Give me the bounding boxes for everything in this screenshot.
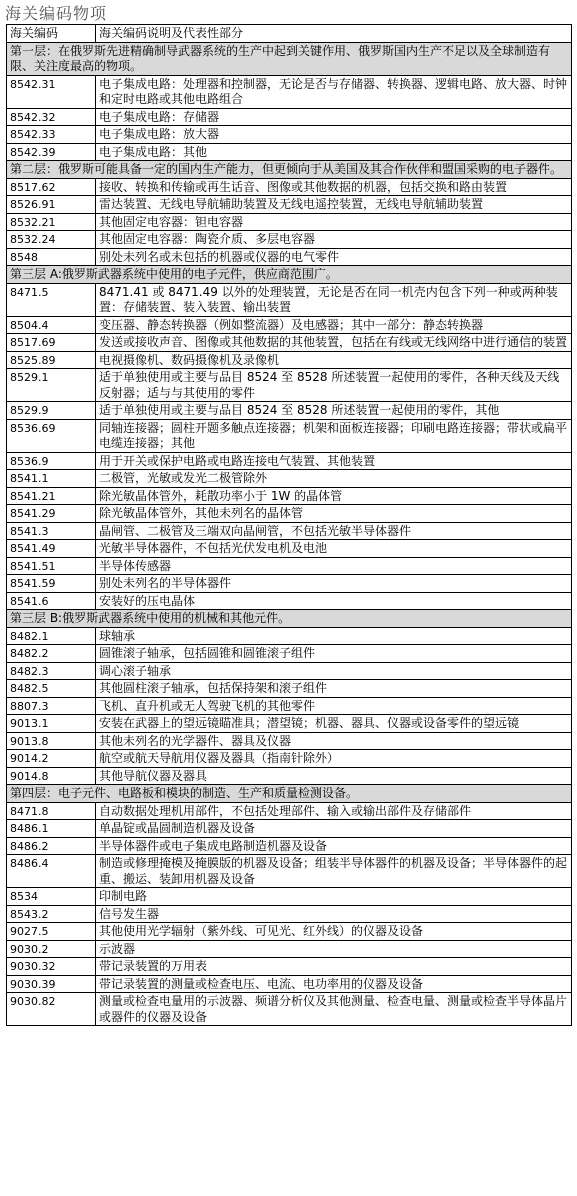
table-row bbox=[7, 213, 572, 231]
table-row bbox=[7, 470, 572, 488]
hs-code-cell: 8532.24 bbox=[7, 231, 96, 249]
hs-code-cell: 8541.1 bbox=[7, 470, 96, 488]
hs-code-cell: 9030.32 bbox=[7, 958, 96, 976]
hs-code-cell: 8536.69 bbox=[7, 419, 96, 452]
description-cell: 信号发生器 bbox=[96, 905, 572, 923]
table-row bbox=[7, 837, 572, 855]
description-cell: 发送或接收声音、图像或其他数据的其他装置，包括在有线或无线网络中进行通信的装置 bbox=[96, 334, 572, 352]
description-cell: 单晶锭或晶圆制造机器及设备 bbox=[96, 820, 572, 838]
hs-code-cell: 8517.69 bbox=[7, 334, 96, 352]
table-row bbox=[7, 334, 572, 352]
description-cell: 印制电路 bbox=[96, 888, 572, 906]
description-cell: 接收、转换和传输或再生话音、图像或其他数据的机器，包括交换和路由装置 bbox=[96, 178, 572, 196]
section-row bbox=[7, 610, 572, 628]
header-description: 海关编码说明及代表性部分 bbox=[96, 25, 572, 43]
description-cell: 测量或检查电量用的示波器、频谱分析仪及其他测量、检查电量、测量或检查半导体晶片或器件的仪器及设备 bbox=[96, 993, 572, 1026]
hs-code-cell: 8542.32 bbox=[7, 108, 96, 126]
description-cell: 电子集成电路：存储器 bbox=[96, 108, 572, 126]
table-row bbox=[7, 715, 572, 733]
hs-code-cell: 8482.5 bbox=[7, 680, 96, 698]
table-row bbox=[7, 178, 572, 196]
hs-code-cell: 9013.8 bbox=[7, 732, 96, 750]
table-row bbox=[7, 888, 572, 906]
description-cell: 二极管，光敏或发光二极管除外 bbox=[96, 470, 572, 488]
table-row bbox=[7, 680, 572, 698]
table-row bbox=[7, 351, 572, 369]
description-cell: 其他固定电容器：钽电容器 bbox=[96, 213, 572, 231]
hs-code-cell: 9014.8 bbox=[7, 767, 96, 785]
description-cell: 电子集成电路：其他 bbox=[96, 143, 572, 161]
hs-code-cell: 9014.2 bbox=[7, 750, 96, 768]
page-title: 海关编码物项 bbox=[5, 4, 108, 23]
hs-code-cell: 8482.1 bbox=[7, 627, 96, 645]
description-cell: 除光敏晶体管外，耗散功率小于 1W 的晶体管 bbox=[96, 487, 572, 505]
hs-code-cell: 8471.5 bbox=[7, 283, 96, 316]
hs-code-cell: 8517.62 bbox=[7, 178, 96, 196]
header-code: 海关编码 bbox=[7, 25, 96, 43]
description-cell: 光敏半导体器件，不包括光伏发电机及电池 bbox=[96, 540, 572, 558]
section-title: 第三层 B:俄罗斯武器系统中使用的机械和其他元件。 bbox=[7, 610, 572, 628]
table-row bbox=[7, 958, 572, 976]
hs-code-cell: 8543.2 bbox=[7, 905, 96, 923]
hs-code-cell: 8541.59 bbox=[7, 575, 96, 593]
description-cell: 示波器 bbox=[96, 940, 572, 958]
hs-code-cell: 8482.2 bbox=[7, 645, 96, 663]
section-row bbox=[7, 42, 572, 75]
hs-code-cell: 8541.29 bbox=[7, 505, 96, 523]
table-row bbox=[7, 283, 572, 316]
hs-code-cell: 8486.2 bbox=[7, 837, 96, 855]
description-cell: 别处未列名或未包括的机器或仪器的电气零件 bbox=[96, 248, 572, 266]
description-cell: 半导体传感器 bbox=[96, 557, 572, 575]
table-row bbox=[7, 143, 572, 161]
description-cell: 飞机、直升机或无人驾驶飞机的其他零件 bbox=[96, 697, 572, 715]
hs-code-cell: 8504.4 bbox=[7, 316, 96, 334]
description-cell: 带记录装置的测量或检查电压、电流、电功率用的仪器及设备 bbox=[96, 975, 572, 993]
hs-code-cell: 8542.33 bbox=[7, 126, 96, 144]
section-title: 第一层：在俄罗斯先进精确制导武器系统的生产中起到关键作用、俄罗斯国内生产不足以及全球制造有限、关注度最高的物项。 bbox=[7, 42, 572, 75]
description-cell: 别处未列名的半导体器件 bbox=[96, 575, 572, 593]
table-row bbox=[7, 697, 572, 715]
table-row bbox=[7, 940, 572, 958]
table-row bbox=[7, 452, 572, 470]
hs-code-cell: 8534 bbox=[7, 888, 96, 906]
description-cell: 适于单独使用或主要与品目 8524 至 8528 所述装置一起使用的零件，其他 bbox=[96, 402, 572, 420]
table-row bbox=[7, 627, 572, 645]
hs-code-cell: 8486.1 bbox=[7, 820, 96, 838]
table-row bbox=[7, 732, 572, 750]
table-row bbox=[7, 248, 572, 266]
hs-code-cell: 8542.39 bbox=[7, 143, 96, 161]
section-row bbox=[7, 161, 572, 179]
description-cell: 球轴承 bbox=[96, 627, 572, 645]
description-cell: 圆锥滚子轴承，包括圆锥和圆锥滚子组件 bbox=[96, 645, 572, 663]
section-row bbox=[7, 266, 572, 284]
section-title: 第四层：电子元件、电路板和模块的制造、生产和质量检测设备。 bbox=[7, 785, 572, 803]
description-cell: 其他未列名的光学器件、器具及仪器 bbox=[96, 732, 572, 750]
hs-code-cell: 8536.9 bbox=[7, 452, 96, 470]
description-cell: 安装好的压电晶体 bbox=[96, 592, 572, 610]
description-cell: 自动数据处理机用部件，不包括处理部件、输入或输出部件及存储部件 bbox=[96, 802, 572, 820]
table-row bbox=[7, 923, 572, 941]
hs-code-cell: 8541.49 bbox=[7, 540, 96, 558]
table-row bbox=[7, 750, 572, 768]
table-row bbox=[7, 662, 572, 680]
hs-code-cell: 8541.51 bbox=[7, 557, 96, 575]
description-cell: 用于开关或保护电路或电路连接电气装置、其他装置 bbox=[96, 452, 572, 470]
table-row bbox=[7, 855, 572, 888]
hs-code-cell: 8529.1 bbox=[7, 369, 96, 402]
hs-code-cell: 9030.82 bbox=[7, 993, 96, 1026]
description-cell: 电视摄像机、数码摄像机及录像机 bbox=[96, 351, 572, 369]
table-row bbox=[7, 575, 572, 593]
table-row bbox=[7, 75, 572, 108]
table-row bbox=[7, 402, 572, 420]
table-row bbox=[7, 196, 572, 214]
hs-code-cell: 9030.39 bbox=[7, 975, 96, 993]
hs-code-cell: 8486.4 bbox=[7, 855, 96, 888]
description-cell: 晶闸管、二极管及三端双向晶闸管，不包括光敏半导体器件 bbox=[96, 522, 572, 540]
table-row bbox=[7, 522, 572, 540]
description-cell: 安装在武器上的望远镜瞄准具；潜望镜；机器、器具、仪器或设备零件的望远镜 bbox=[96, 715, 572, 733]
table-row bbox=[7, 993, 572, 1026]
table-row bbox=[7, 975, 572, 993]
hs-code-cell: 8541.6 bbox=[7, 592, 96, 610]
description-cell: 变压器、静态转换器（例如整流器）及电感器；其中一部分：静态转换器 bbox=[96, 316, 572, 334]
table-row bbox=[7, 905, 572, 923]
hs-code-cell: 9030.2 bbox=[7, 940, 96, 958]
hs-code-table bbox=[6, 24, 572, 1026]
description-cell: 其他固定电容器：陶瓷介质、多层电容器 bbox=[96, 231, 572, 249]
table-row bbox=[7, 540, 572, 558]
hs-code-cell: 8548 bbox=[7, 248, 96, 266]
hs-code-cell: 8542.31 bbox=[7, 75, 96, 108]
table-row bbox=[7, 316, 572, 334]
description-cell: 航空或航天导航用仪器及器具（指南针除外） bbox=[96, 750, 572, 768]
hs-code-cell: 8471.8 bbox=[7, 802, 96, 820]
description-cell: 调心滚子轴承 bbox=[96, 662, 572, 680]
hs-code-cell: 8526.91 bbox=[7, 196, 96, 214]
description-cell: 电子集成电路：处理器和控制器，无论是否与存储器、转换器、逻辑电路、放大器、时钟和定时电路或其他电路组合 bbox=[96, 75, 572, 108]
table-body bbox=[7, 25, 572, 1026]
table-row bbox=[7, 231, 572, 249]
hs-code-cell: 8482.3 bbox=[7, 662, 96, 680]
section-title: 第二层：俄罗斯可能具备一定的国内生产能力，但更倾向于从美国及其合作伙伴和盟国采购的电子器件。 bbox=[7, 161, 572, 179]
hs-code-cell: 8807.3 bbox=[7, 697, 96, 715]
description-cell: 制造或修理掩模及掩膜版的机器及设备；组装半导体器件的机器及设备；半导体器件的起重、搬运、装卸用机器及设备 bbox=[96, 855, 572, 888]
hs-code-cell: 8525.89 bbox=[7, 351, 96, 369]
hs-code-cell: 9013.1 bbox=[7, 715, 96, 733]
hs-code-cell: 9027.5 bbox=[7, 923, 96, 941]
description-cell: 其他导航仪器及器具 bbox=[96, 767, 572, 785]
table-row bbox=[7, 126, 572, 144]
table-row bbox=[7, 820, 572, 838]
description-cell: 同轴连接器；圆柱开题多触点连接器；机架和面板连接器；印刷电路连接器；带状或扁平电缆连接器；其他 bbox=[96, 419, 572, 452]
table-row bbox=[7, 108, 572, 126]
hs-code-cell: 8532.21 bbox=[7, 213, 96, 231]
hs-code-cell: 8541.3 bbox=[7, 522, 96, 540]
table-row bbox=[7, 645, 572, 663]
table-row bbox=[7, 487, 572, 505]
table-row bbox=[7, 592, 572, 610]
table-row bbox=[7, 369, 572, 402]
description-cell: 电子集成电路：放大器 bbox=[96, 126, 572, 144]
description-cell: 半导体器件或电子集成电路制造机器及设备 bbox=[96, 837, 572, 855]
table-header-row bbox=[7, 25, 572, 43]
description-cell: 8471.41 或 8471.49 以外的处理装置，无论是否在同一机壳内包含下列一种或两种装置：存储装置、装入装置、输出装置 bbox=[96, 283, 572, 316]
table-row bbox=[7, 767, 572, 785]
table-row bbox=[7, 505, 572, 523]
hs-code-cell: 8529.9 bbox=[7, 402, 96, 420]
section-row bbox=[7, 785, 572, 803]
table-row bbox=[7, 419, 572, 452]
table-row bbox=[7, 802, 572, 820]
section-title: 第三层 A:俄罗斯武器系统中使用的电子元件，供应商范围广。 bbox=[7, 266, 572, 284]
description-cell: 其他圆柱滚子轴承，包括保持架和滚子组件 bbox=[96, 680, 572, 698]
description-cell: 带记录装置的万用表 bbox=[96, 958, 572, 976]
description-cell: 除光敏晶体管外，其他未列名的晶体管 bbox=[96, 505, 572, 523]
description-cell: 雷达装置、无线电导航辅助装置及无线电遥控装置，无线电导航辅助装置 bbox=[96, 196, 572, 214]
description-cell: 适于单独使用或主要与品目 8524 至 8528 所述装置一起使用的零件，各种天线及天线反射器；适与与其使用的零件 bbox=[96, 369, 572, 402]
description-cell: 其他使用光学辐射（紫外线、可见光、红外线）的仪器及设备 bbox=[96, 923, 572, 941]
table-row bbox=[7, 557, 572, 575]
hs-code-cell: 8541.21 bbox=[7, 487, 96, 505]
